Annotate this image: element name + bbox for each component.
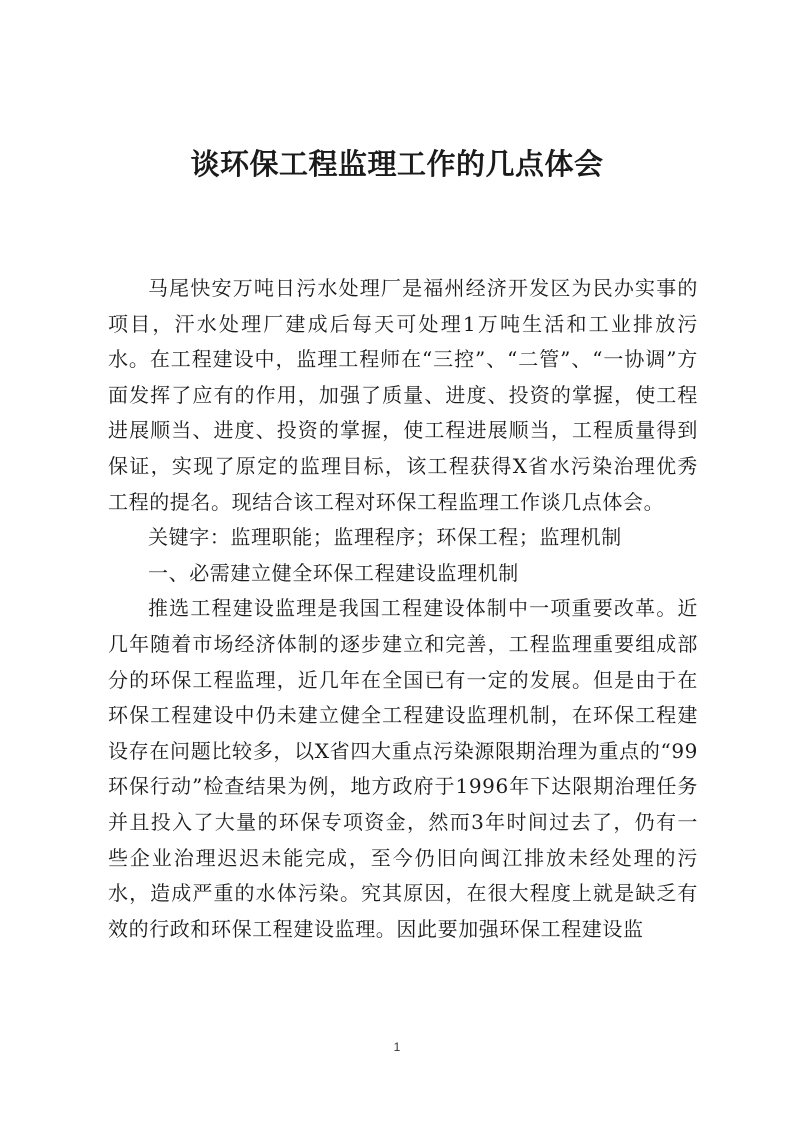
page-number: 1 [393,1040,401,1054]
document-body [108,271,698,947]
document-title: 谈环保工程监理工作的几点体会 [190,147,604,181]
keywords-paragraph: 关键字：监理职能；监理程序；环保工程；监理机制 [148,525,622,550]
section-heading: 一、必需建立健全环保工程建设监理机制 [148,560,519,585]
intro-paragraph: 马尾快安万吨日污水处理厂是福州经济开发区为民办实事的项目，汗水处理厂建成后每天可处理1万吨生活和工业排放污水。在工程建设中，监理工程师在“三控”、“二管”、“一协调”方面发挥了应有的作用，加强了质量、进度、投资的掌握，使工程进展顺当、进度、投资的掌握，使工程进展顺当，工程质量得到保证，实现了原定的监理目标，该工程获得X省水污染治理优秀工程的提名。现结合该工程对环保工程监理工作谈几点体会。 [108,276,698,514]
body-paragraph: 推选工程建设监理是我国工程建设体制中一项重要改革。近几年随着市场经济体制的逐步建立和完善，工程监理重要组成部分的环保工程监理，近几年在全国已有一定的发展。但是由于在环保工程建设中仍未建立健全工程建设监理机制，在环保工程建设存在问题比较多，以X省四大重点污染源限期治理为重点的“99环保行动”检查结果为例，地方政府于1996年下达限期治理任务并且投入了大量的环保专项资金，然而3年时间过去了，仍有一些企业治理迟迟未能完成，至今仍旧向闽江排放未经处理的污水，造成严重的水体污染。究其原因，在很大程度上就是缺乏有效的行政和环保工程建设监理。因此要加强环保工程建设监 [108,596,698,941]
